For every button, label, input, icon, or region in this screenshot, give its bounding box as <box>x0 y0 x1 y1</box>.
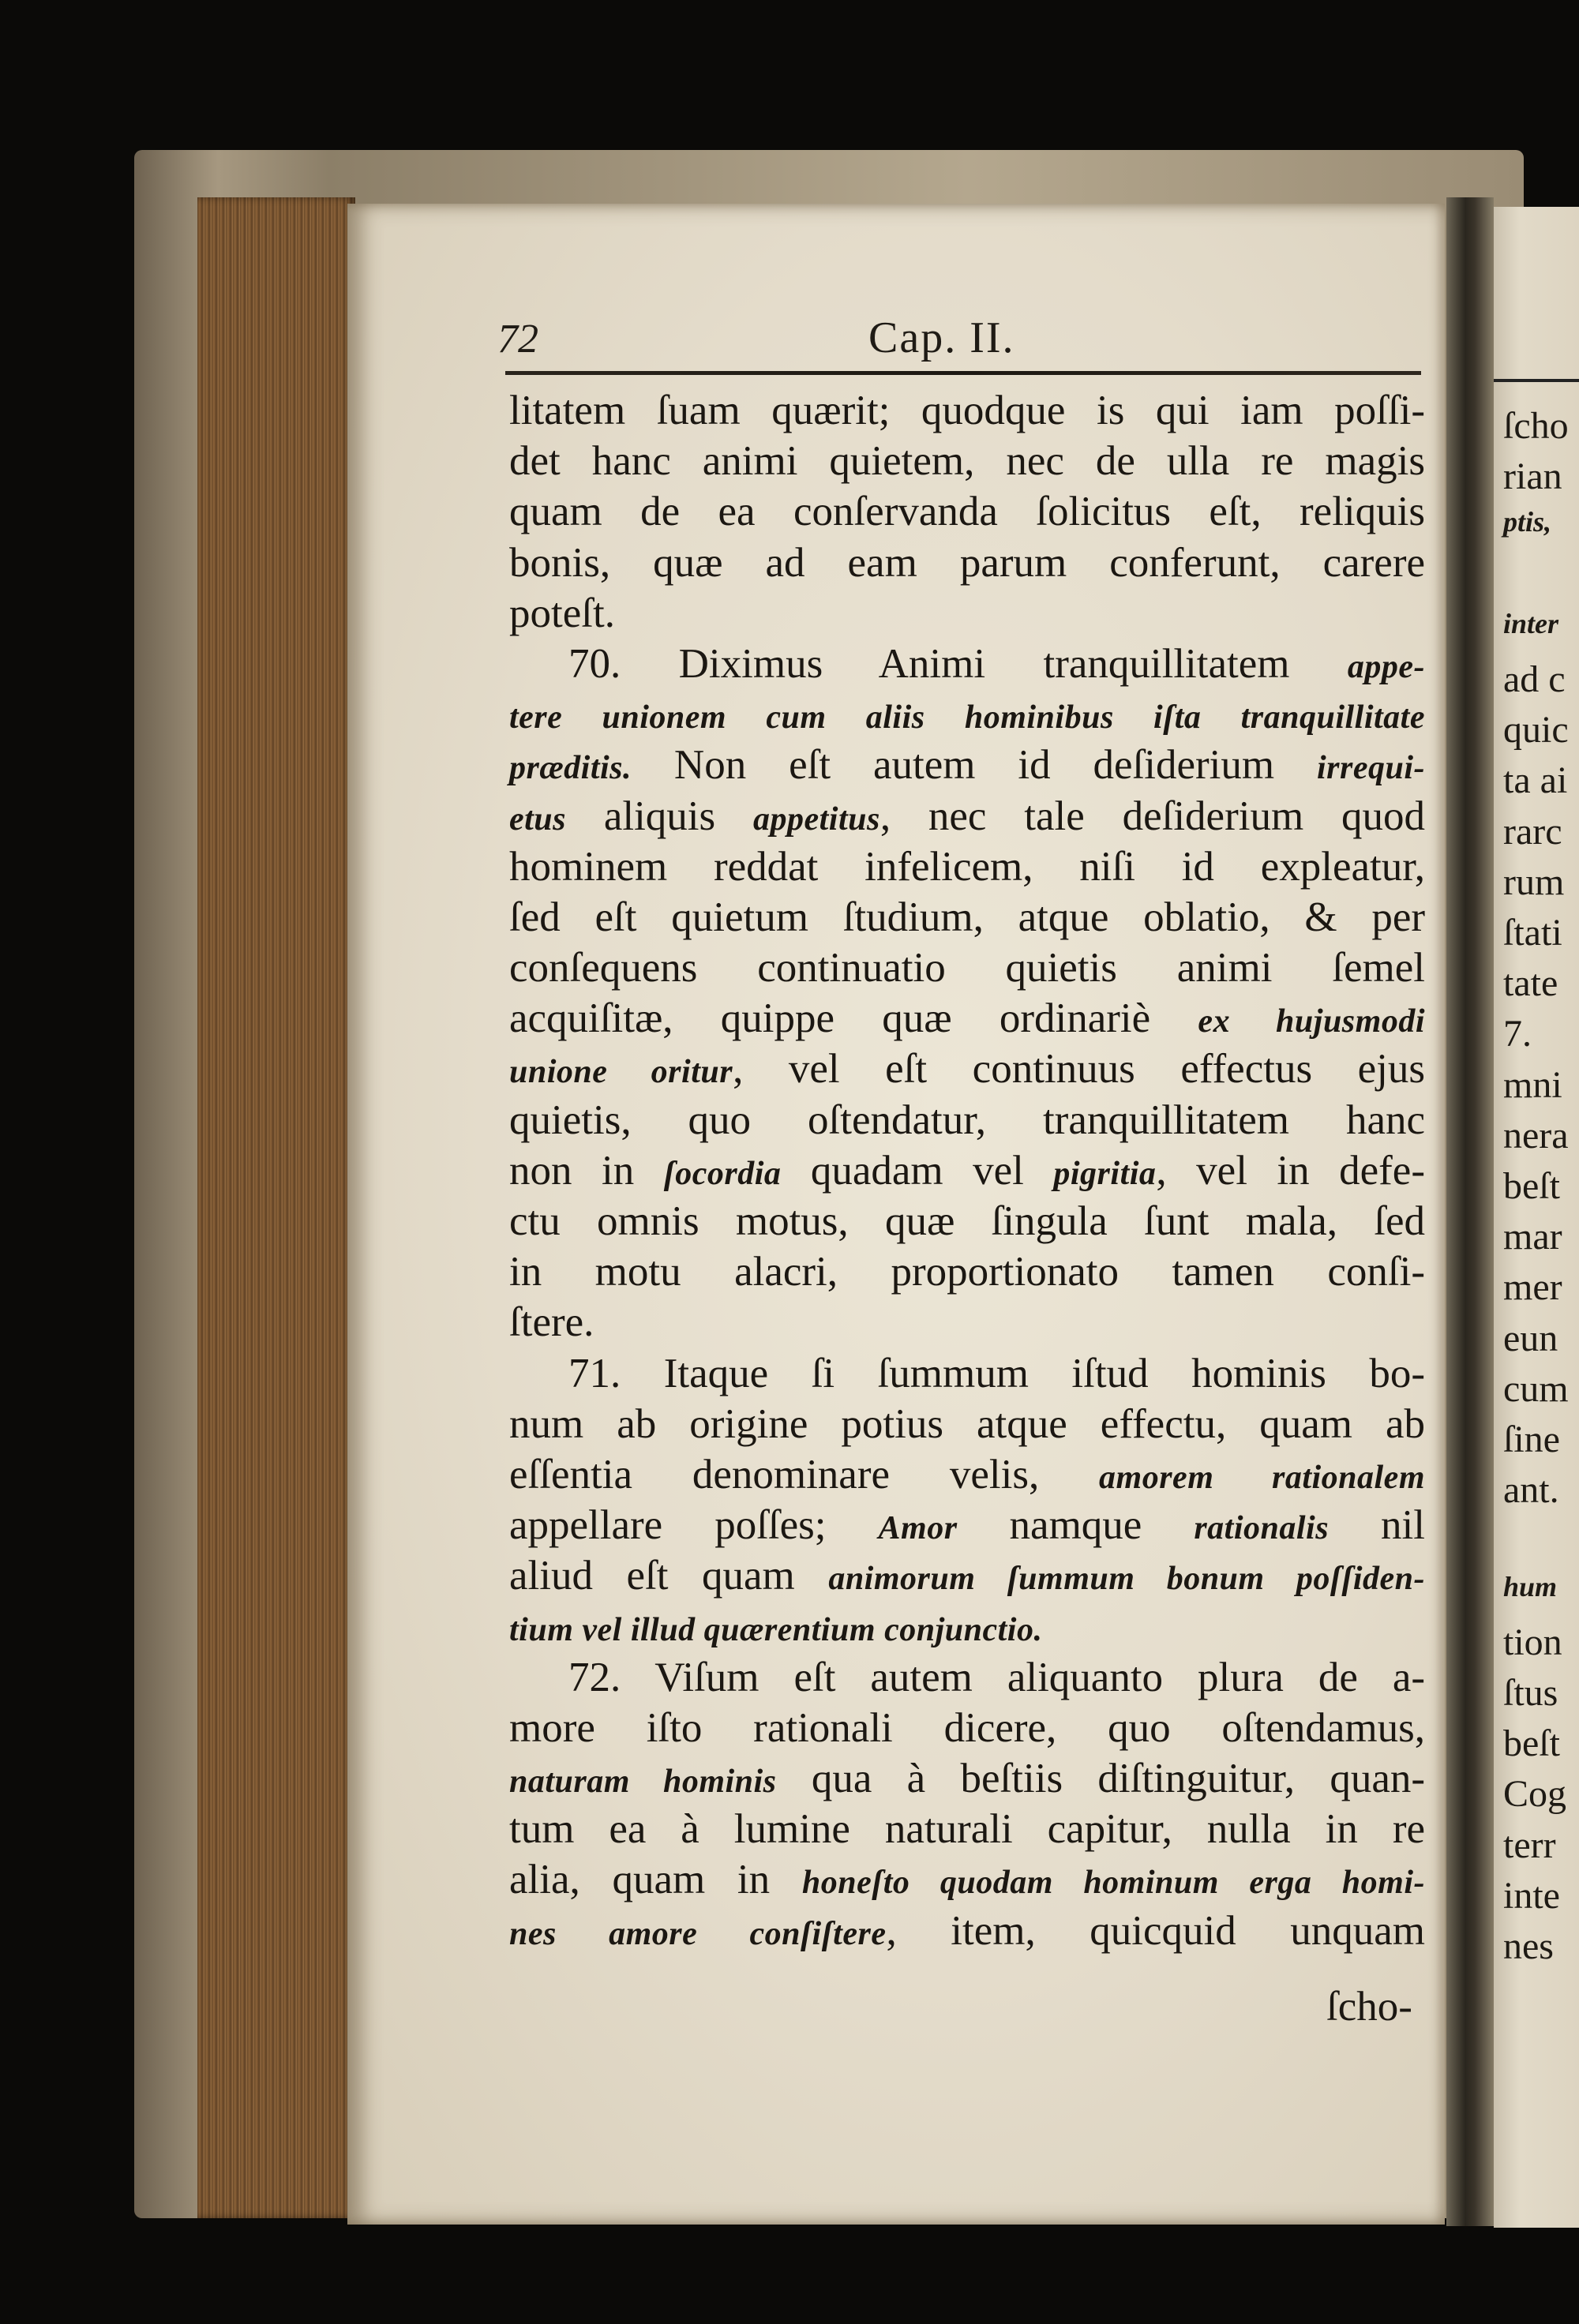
italic-phrase: ex hujusmodi <box>1198 1003 1425 1040</box>
text-run: litatem ſuam quærit; quodque is qui iam poſſi- <box>509 388 1425 433</box>
text-run: , vel eſt continuus effectus ejus <box>733 1046 1425 1093</box>
text-run: 71. Itaque ſi ſummum iſtud hominis bo- <box>568 1350 1425 1396</box>
text-run: eſſentia denominare velis, <box>509 1451 1100 1497</box>
text-run: , vel in defe- <box>1156 1147 1425 1194</box>
facing-page-fragment <box>1494 207 1579 2228</box>
text-line <box>509 486 1425 537</box>
facing-page-text: terr <box>1503 1824 1556 1866</box>
text-run: aliquis <box>566 793 753 839</box>
facing-page-text: ad c <box>1503 658 1566 700</box>
facing-page-text: ſtus <box>1503 1672 1558 1714</box>
facing-page-text: mar <box>1503 1216 1562 1258</box>
facing-page-text: hum <box>1503 1570 1558 1602</box>
italic-phrase: tium vel illud quærentium conjunctio. <box>509 1611 1043 1648</box>
italic-phrase: honeſto quodam hominum erga homi- <box>801 1865 1425 1902</box>
facing-page-text: 7. <box>1503 1013 1532 1055</box>
text-run: appellare poſſes; <box>509 1502 879 1549</box>
text-line <box>509 1399 1425 1449</box>
catchword: ſcho- <box>1326 1984 1412 2030</box>
facing-page-text: eun <box>1503 1317 1558 1359</box>
text-run: nil <box>1329 1502 1425 1549</box>
text-line <box>509 1246 1425 1297</box>
text-line <box>509 436 1425 486</box>
facing-page-text: ptis, <box>1503 506 1552 538</box>
text-line <box>509 588 1425 639</box>
italic-phrase: nes amore conſiſtere <box>509 1915 887 1952</box>
text-line <box>509 1297 1425 1348</box>
italic-phrase: appe- <box>1347 648 1425 685</box>
facing-page-text: tion <box>1503 1621 1562 1663</box>
facing-page-text: inter <box>1503 607 1559 639</box>
text-line <box>509 1652 1425 1703</box>
text-run: poteſt. <box>509 590 615 636</box>
italic-phrase: Amor <box>878 1510 958 1547</box>
text-line <box>509 1095 1425 1145</box>
facing-page-text: Cog <box>1503 1773 1567 1816</box>
text-run: quam de ea conſervanda ſolicitus eſt, reliquis <box>509 489 1425 535</box>
text-run: 72. Viſum eſt autem aliquanto plura de a- <box>568 1654 1425 1700</box>
text-line <box>509 740 1425 790</box>
facing-page-text: ta ai <box>1503 759 1568 802</box>
facing-page-text: mer <box>1503 1266 1562 1309</box>
text-run: Non eſt autem id deſiderium <box>632 742 1317 789</box>
text-run: hominem reddat infelicem, niſi id expleatur, <box>509 843 1425 890</box>
text-run: in motu alacri, proportionato tamen conſi- <box>509 1249 1425 1295</box>
italic-phrase: appetitus <box>752 800 880 838</box>
facing-page-text: cum <box>1503 1367 1569 1410</box>
text-line <box>509 1145 1425 1196</box>
italic-phrase: animorum ſummum bonum poſſiden- <box>828 1561 1425 1598</box>
text-run: ctu omnis motus, quæ ſingula ſunt mala, ſed <box>509 1198 1425 1244</box>
text-line <box>509 1854 1425 1905</box>
text-line <box>509 1703 1425 1753</box>
facing-page-text: ſine <box>1503 1419 1560 1460</box>
italic-phrase: irrequi- <box>1316 750 1425 787</box>
text-run: tum ea à lumine naturali capitur, nulla in re <box>509 1806 1425 1853</box>
facing-page-text: inte <box>1503 1874 1560 1917</box>
text-run: , nec tale deſiderium quod <box>880 793 1425 839</box>
facing-page-rule <box>1494 379 1579 382</box>
text-run: num ab origine potius atque effectu, quam ab <box>509 1400 1425 1447</box>
italic-phrase: præditis. <box>509 750 632 787</box>
facing-page-text: tate <box>1503 962 1558 1005</box>
text-run: , item, quicquid unquam <box>886 1907 1425 1954</box>
text-run: 70. Diximus Animi tranquillitatem <box>568 640 1348 687</box>
text-line <box>509 1804 1425 1854</box>
facing-page-text: ſtati <box>1503 912 1562 954</box>
text-run: quietis, quo oſtendatur, tranquillitatem hanc <box>509 1096 1425 1143</box>
text-run: non in <box>509 1147 664 1194</box>
italic-phrase: unione oritur <box>509 1054 733 1091</box>
running-head: Cap. II. <box>868 313 1015 362</box>
italic-phrase: pigritia <box>1053 1155 1157 1192</box>
text-run: ſed eſt quietum ſtudium, atque oblatio, & per <box>509 894 1425 940</box>
text-run: quadam vel <box>781 1147 1054 1194</box>
facing-page-text: rum <box>1503 860 1565 903</box>
text-line <box>509 385 1425 436</box>
facing-page-text: ſcho <box>1503 405 1569 447</box>
italic-phrase: naturam hominis <box>509 1764 777 1801</box>
text-line <box>509 689 1425 740</box>
text-run: ſtere. <box>509 1299 594 1346</box>
facing-page-text: mni <box>1503 1063 1562 1106</box>
italic-phrase: amorem rationalem <box>1099 1459 1425 1496</box>
text-run: conſequens continuatio quietis animi ſemel <box>509 945 1425 991</box>
text-line <box>509 993 1425 1044</box>
text-run: acquiſitæ, quippe quæ ordinariè <box>509 995 1198 1042</box>
italic-phrase: tere unionem cum aliis hominibus iſta tranquillitate <box>509 699 1425 737</box>
text-line <box>509 538 1425 588</box>
text-line <box>509 1044 1425 1094</box>
text-run: alia, quam in <box>509 1857 802 1903</box>
text-run: more iſto rationali dicere, quo oſtendamus, <box>509 1704 1425 1751</box>
italic-phrase: ſocordia <box>663 1155 782 1192</box>
book-gutter <box>1446 197 1494 2226</box>
text-line <box>509 842 1425 892</box>
facing-page-text: rarc <box>1503 810 1562 853</box>
text-line <box>509 791 1425 842</box>
header-rule <box>505 371 1421 375</box>
text-line <box>509 1753 1425 1804</box>
text-run: aliud eſt quam <box>509 1553 829 1599</box>
text-line <box>509 1602 1425 1652</box>
facing-page-text: quic <box>1503 709 1569 752</box>
text-line <box>509 1500 1425 1550</box>
facing-page-text: nes <box>1503 1925 1554 1967</box>
text-line <box>509 1449 1425 1500</box>
text-run: qua à beſtiis diſtinguitur, quan- <box>776 1756 1425 1802</box>
body-text <box>509 385 1425 1956</box>
text-line <box>509 1348 1425 1399</box>
text-line <box>509 892 1425 943</box>
italic-phrase: rationalis <box>1194 1510 1330 1547</box>
facing-page-text: beſt <box>1503 1722 1560 1765</box>
text-line <box>509 1196 1425 1246</box>
facing-page-text: nera <box>1503 1114 1569 1156</box>
text-run: namque <box>957 1502 1195 1549</box>
italic-phrase: etus <box>509 800 567 838</box>
page-number: 72 <box>497 317 538 362</box>
text-line <box>509 639 1425 689</box>
facing-page-text: beſt <box>1503 1165 1560 1207</box>
facing-page-text: ant. <box>1503 1469 1559 1512</box>
text-line <box>509 943 1425 993</box>
text-line <box>509 1550 1425 1601</box>
text-run: bonis, quæ ad eam parum conferunt, carere <box>509 539 1425 586</box>
text-run: det hanc animi quietem, nec de ulla re magis <box>509 438 1425 485</box>
text-line <box>509 1906 1425 1956</box>
page-edges <box>197 197 355 2218</box>
facing-page-text: rian <box>1503 455 1562 498</box>
